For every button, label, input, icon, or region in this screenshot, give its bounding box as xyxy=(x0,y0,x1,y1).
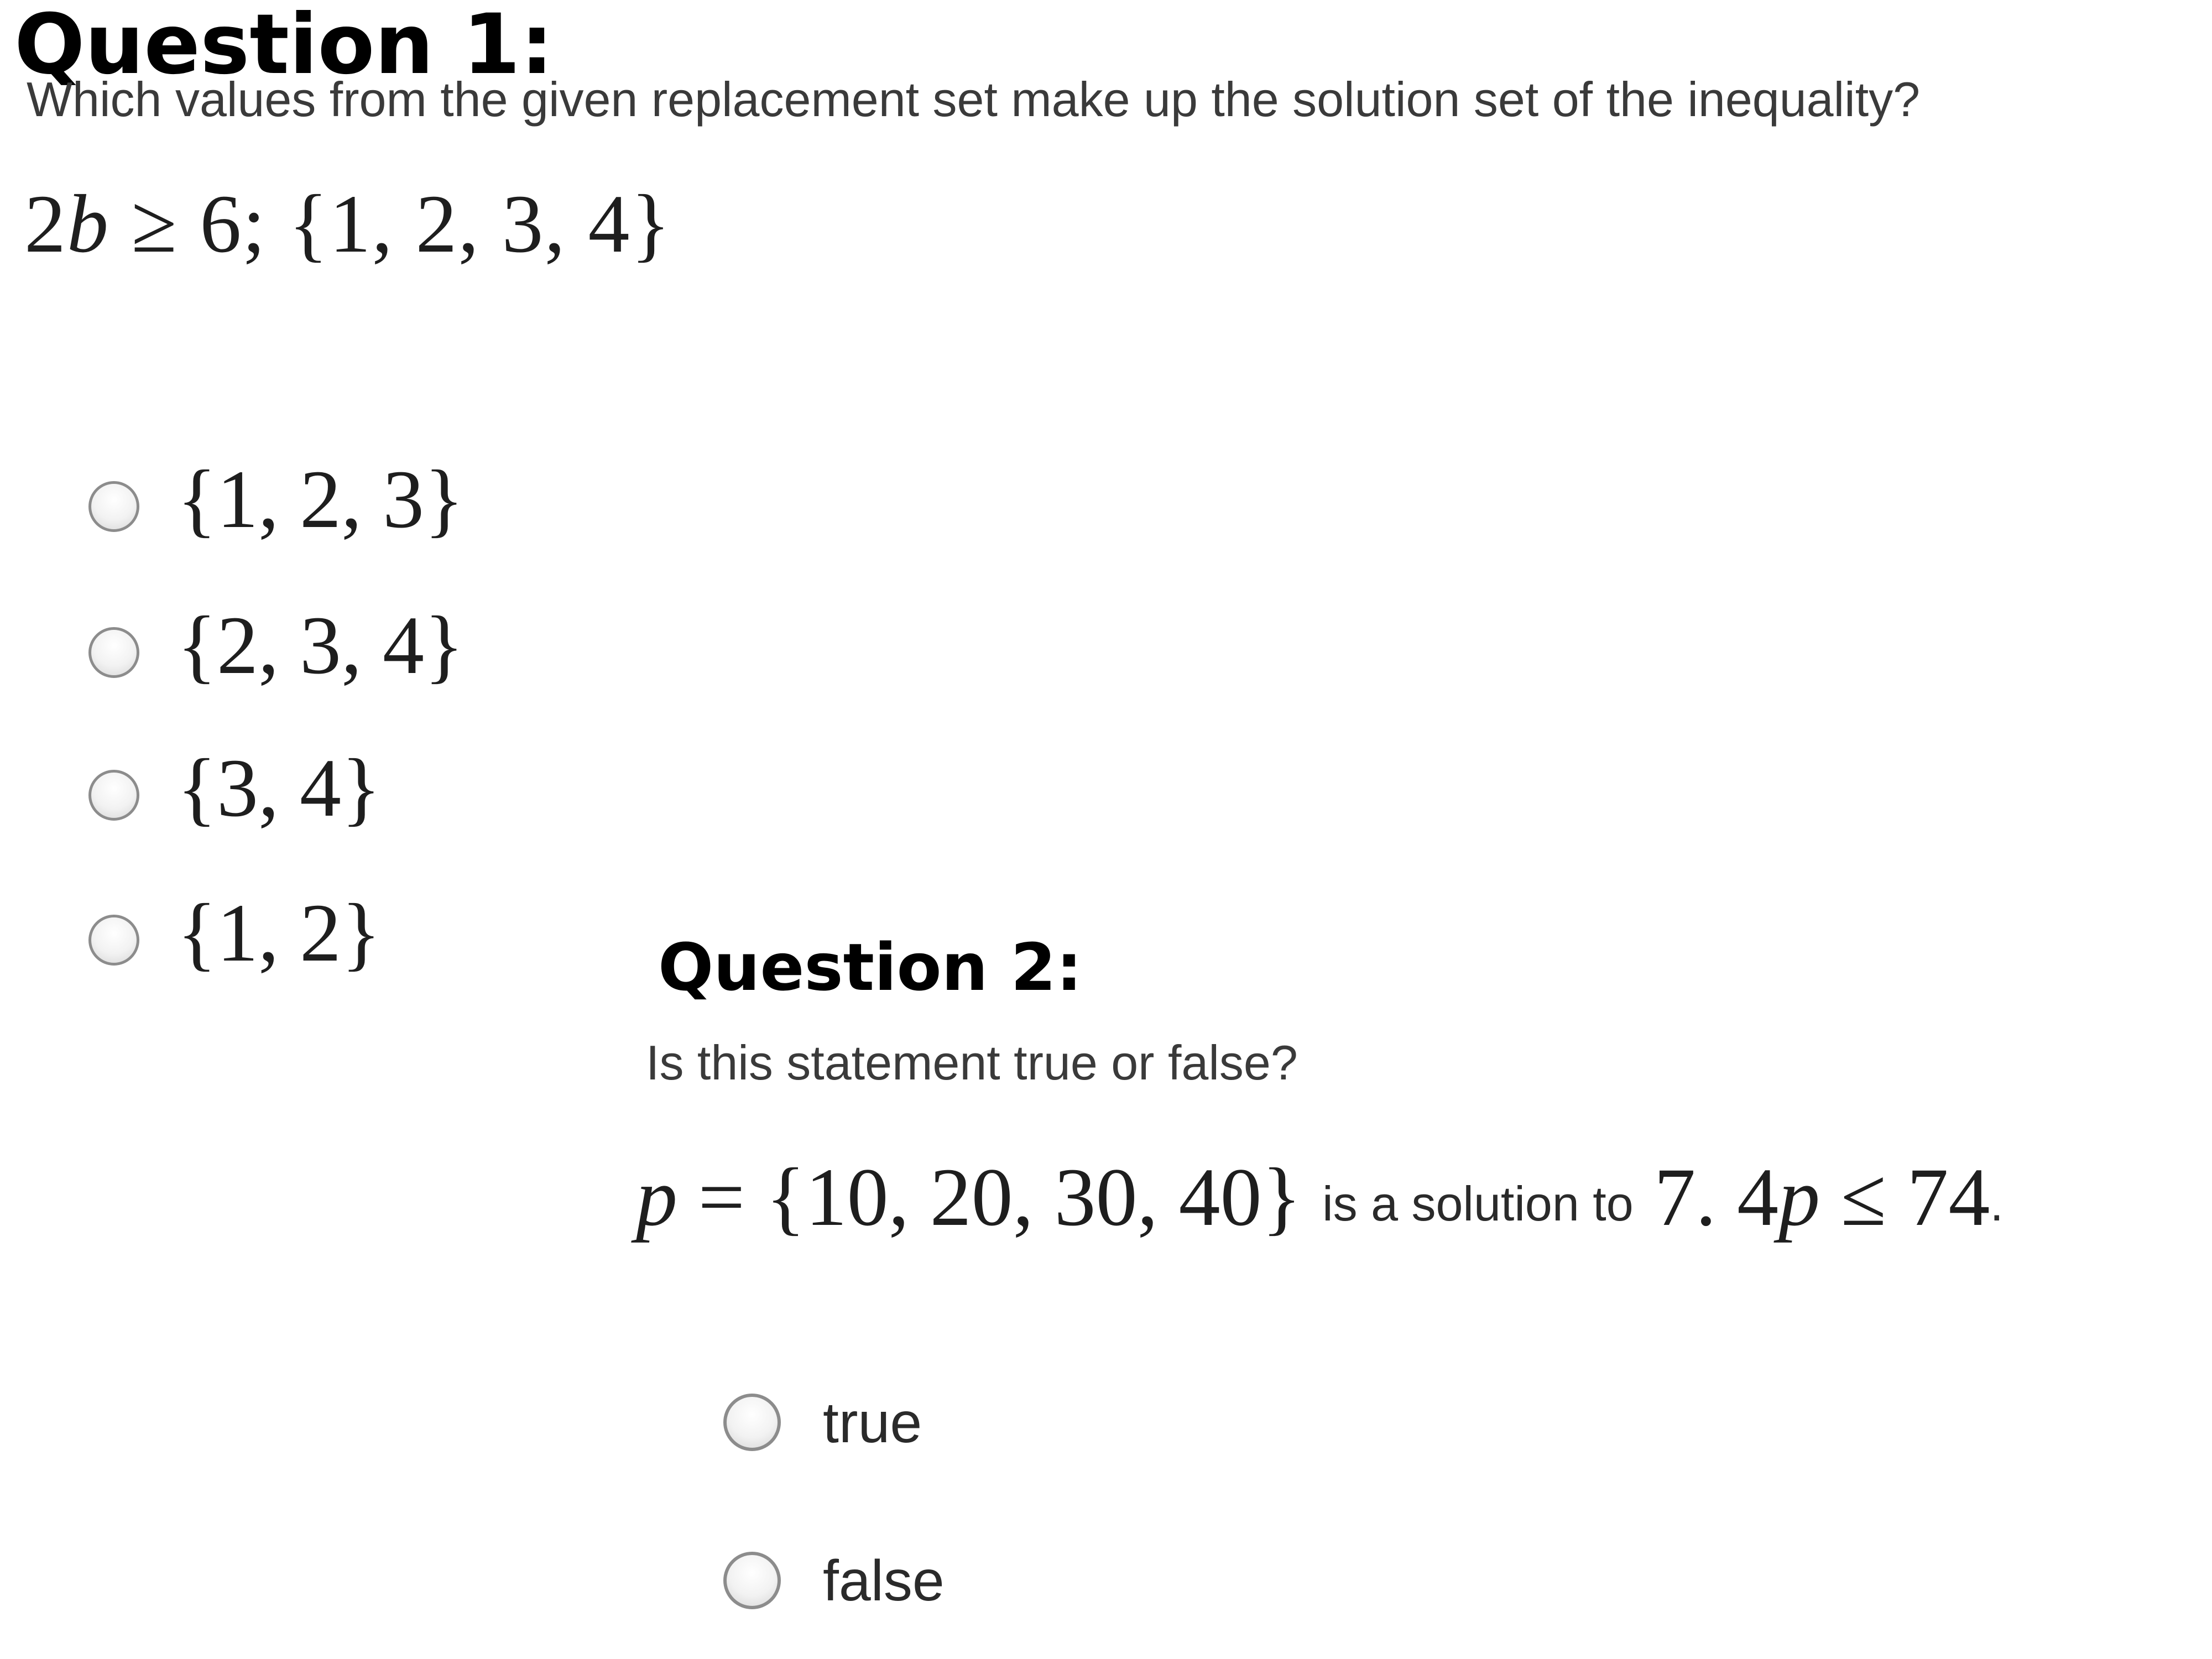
statement-period: . xyxy=(1990,1176,2004,1231)
statement-variable: p xyxy=(636,1151,677,1243)
question-1-heading: Question 1: xyxy=(14,0,554,93)
radio-button-icon[interactable] xyxy=(88,481,139,532)
question-2-prompt: Is this statement true or false? xyxy=(646,1035,1298,1090)
statement-set: = {10, 20, 30, 40} xyxy=(677,1151,1323,1243)
option-label: true xyxy=(823,1391,922,1455)
question-1-inequality xyxy=(24,178,672,270)
question-2-heading: Question 2: xyxy=(658,929,1082,1005)
radio-button-icon[interactable] xyxy=(723,1394,781,1451)
option-label: {3, 4} xyxy=(177,742,381,834)
radio-button-icon[interactable] xyxy=(723,1552,781,1609)
option-label: {1, 2, 3} xyxy=(177,453,464,545)
statement-text: is a solution to xyxy=(1322,1176,1634,1231)
question-2-statement xyxy=(636,1151,2004,1243)
radio-button-icon[interactable] xyxy=(88,770,139,821)
question-1-prompt: Which values from the given replacement set make up the solution set of the inequality? xyxy=(27,72,1921,127)
statement-expression-variable: p xyxy=(1778,1151,1820,1243)
statement-expression-tail: ≤ 74 xyxy=(1820,1151,1990,1243)
radio-button-icon[interactable] xyxy=(88,627,139,678)
inequality-variable: b xyxy=(67,178,109,270)
inequality-coefficient: 2 xyxy=(24,178,67,270)
radio-button-icon[interactable] xyxy=(88,915,139,966)
inequality-relation: ≥ 6; xyxy=(109,178,289,270)
statement-expression-number: 7. 4 xyxy=(1633,1151,1779,1243)
option-label: false xyxy=(823,1549,945,1613)
option-label: {1, 2} xyxy=(177,887,381,979)
option-label: {2, 3, 4} xyxy=(177,599,464,691)
replacement-set: {1, 2, 3, 4} xyxy=(288,178,672,270)
